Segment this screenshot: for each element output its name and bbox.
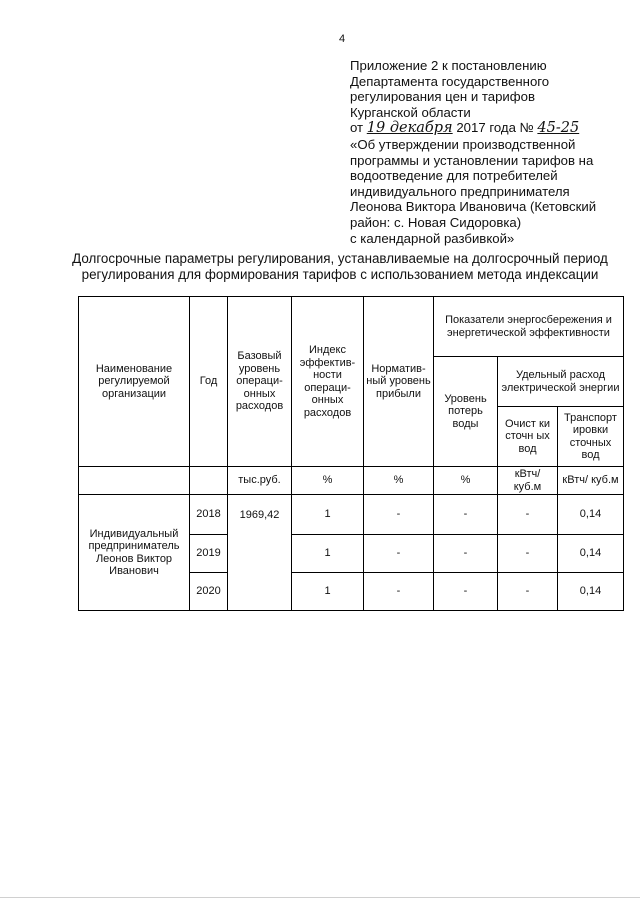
loss-cell: - (434, 535, 498, 573)
appendix-line: «Об утверждении производственной (350, 136, 576, 152)
heading-line: регулирования для формирования тарифов с использованием метода индексации (81, 267, 599, 282)
page-bottom-edge (0, 897, 640, 898)
header-efficiency-index: Индекс эффектив-ности операци-онных расходов (292, 297, 364, 467)
header-org: Наименование регулируемой организации (79, 297, 190, 467)
unit-loss: % (434, 467, 498, 495)
appendix-line: регулирования цен и тарифов (350, 89, 535, 105)
loss-cell: - (434, 495, 498, 535)
cleaning-cell: - (498, 535, 558, 573)
transport-cell: 0,14 (558, 535, 624, 573)
year-cell: 2019 (190, 535, 228, 573)
appendix-line: Леонова Виктора Ивановича (Кетовский (350, 199, 597, 215)
year-cell: 2018 (190, 495, 228, 535)
header-water-loss: Уровень потерь воды (434, 357, 498, 467)
appendix-line: с календарной разбивкой» (350, 230, 515, 246)
header-specific-consumption: Удельный расход электрической энергии (498, 357, 624, 407)
appendix-block (350, 58, 635, 246)
appendix-line: индивидуального предпринимателя (350, 183, 570, 199)
norm-cell: - (364, 495, 434, 535)
header-transport: Транспорт ировки сточных вод (558, 407, 624, 467)
header-energy-group: Показатели энергосбережения и энергетической эффективности (434, 297, 624, 357)
unit-cell-empty (190, 467, 228, 495)
unit-cell-empty (79, 467, 190, 495)
regulation-parameters-table (78, 296, 624, 611)
norm-cell: - (364, 535, 434, 573)
header-cleaning: Очист ки сточн ых вод (498, 407, 558, 467)
unit-index: % (292, 467, 364, 495)
appendix-line: Приложение 2 к постановлению (350, 58, 547, 73)
handwritten-number: 45-25 (537, 120, 580, 137)
unit-norm: % (364, 467, 434, 495)
loss-cell: - (434, 573, 498, 611)
cleaning-cell: - (498, 573, 558, 611)
page-number: 4 (339, 33, 346, 45)
cleaning-cell: - (498, 495, 558, 535)
transport-cell: 0,14 (558, 573, 624, 611)
unit-cleaning: кВтч/ куб.м (498, 467, 558, 495)
index-cell: 1 (292, 573, 364, 611)
base-value-cell: 1969,42 (228, 495, 292, 611)
index-cell: 1 (292, 535, 364, 573)
appendix-line: водоотведение для потребителей (350, 168, 558, 184)
handwritten-date: 19 декабря (366, 120, 453, 137)
transport-cell: 0,14 (558, 495, 624, 535)
heading-line: Долгосрочные параметры регулирования, устанавливаемые на долгосрочный период (72, 251, 608, 266)
header-base-expenses: Базовый уровень операци-онных расходов (228, 297, 292, 467)
appendix-line: район: с. Новая Сидоровка) (350, 214, 522, 230)
appendix-date-line (350, 120, 635, 137)
header-year: Год (190, 297, 228, 467)
year-cell: 2020 (190, 573, 228, 611)
date-mid: 2017 года № (456, 120, 534, 136)
org-name-cell: Индивидуальный предприниматель Леонов Виктор Иванович (79, 495, 190, 611)
header-profit-norm: Норматив-ный уровень прибыли (364, 297, 434, 467)
appendix-line: Курганской области (350, 104, 471, 120)
appendix-line: программы и установлении тарифов на (350, 152, 594, 168)
norm-cell: - (364, 573, 434, 611)
index-cell: 1 (292, 495, 364, 535)
unit-base: тыс.руб. (228, 467, 292, 495)
unit-transport: кВтч/ куб.м (558, 467, 624, 495)
table-row (79, 495, 624, 535)
document-heading (70, 251, 610, 283)
appendix-line: Департамента государственного (350, 73, 550, 89)
date-prefix: от (350, 120, 364, 136)
